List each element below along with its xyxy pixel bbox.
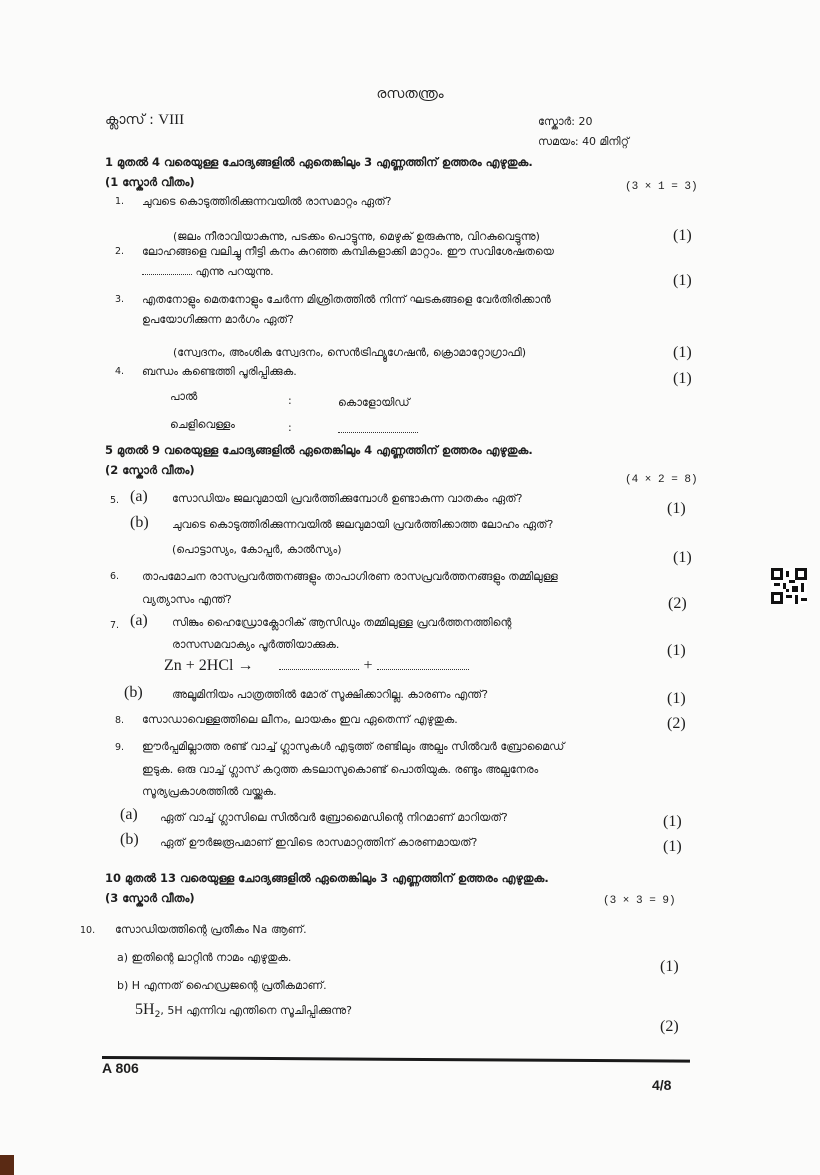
plus-sign: + — [363, 657, 373, 674]
question-3-text: എതനോളും മെതനോളും ചേർന്ന മിശ്രിതത്തിൽ നിന്ന് ഘടകങ്ങളെ വേർതിരിക്കാൻ — [142, 293, 551, 306]
question-4-text: ബന്ധം കണ്ടെത്തി പൂരിപ്പിക്കുക. — [142, 365, 297, 378]
question-number: 3. — [115, 294, 125, 305]
question-number: 8. — [115, 715, 125, 726]
question-2-text: ലോഹങ്ങളെ വലിച്ചു നീട്ടി കനം കുറഞ്ഞ കമ്പികളാക്കി മാറ്റാം. ഈ സവിശേഷതയെ — [142, 245, 554, 258]
question-9-text: ഈർപ്പമില്ലാത്ത രണ്ട് വാച്ച് ഗ്ലാസുകൾ എടുത്ത് രണ്ടിലും അല്പം സിൽവർ ബ്രോമൈഡ് — [142, 740, 565, 753]
question-7a-text: സിങ്കും ഹൈഡ്രോക്ലോറിക് ആസിഡും തമ്മിലുള്ള പ്രവർത്തനത്തിന്റെ — [172, 616, 512, 629]
sub-label: (b) — [120, 831, 139, 848]
question-1-text: ചുവടെ കൊടുത്തിരിക്കുന്നവയിൽ രാസമാറ്റം ഏത്? — [142, 195, 392, 208]
question-number: 6. — [110, 571, 120, 582]
section-per-score: (3 സ്കോർ വീതം) — [105, 891, 195, 905]
question-marks: (2) — [668, 595, 687, 612]
question-9b-text: ഏത് ഊർജരൂപമാണ് ഇവിടെ രാസമാറ്റത്തിന് കാരണമായത്? — [160, 836, 478, 849]
section-instruction-text: 5 മുതൽ 9 വരെയുള്ള ചോദ്യങ്ങളിൽ ഏതെങ്കിലും 4 എണ്ണത്തിന് ഉത്തരം എഴുതുക. — [105, 443, 533, 457]
question-number: 5. — [110, 495, 120, 506]
question-10a-text: a) ഇതിന്റെ ലാറ്റിൻ നാമം എഴുതുക. — [117, 951, 292, 964]
section-3-formula: (3 × 3 = 9) — [603, 895, 676, 907]
question-3-options: (സ്വേദനം, അംശിക സ്വേദനം, സെൻട്രിഫ്യൂഗേഷൻ, ക്രൊമാറ്റോഗ്രാഫി) — [173, 346, 527, 359]
question-10b-text: b) H എന്നത് ഹൈഡ്രജന്റെ പ്രതീകമാണ്. — [117, 979, 327, 992]
formula-subscript: 2 — [154, 1009, 161, 1021]
pair-right: കൊളോയിഡ് — [338, 396, 410, 409]
section-instruction-text: 1 മുതൽ 4 വരെയുള്ള ചോദ്യങ്ങളിൽ ഏതെങ്കിലും 3 എണ്ണത്തിന് ഉത്തരം എഴുതുക. — [105, 155, 533, 169]
question-number: 7. — [110, 620, 120, 631]
answer-blank[interactable] — [142, 264, 192, 275]
pair-left: ചെളിവെള്ളം — [170, 418, 235, 431]
pair-separator: : — [288, 394, 292, 407]
sub-label: (a) — [130, 488, 148, 505]
question-marks: (1) — [667, 690, 686, 707]
section-2-formula: (4 × 2 = 8) — [625, 474, 698, 486]
question-number: 4. — [115, 366, 125, 377]
section-per-score: (2 സ്കോർ വീതം) — [105, 463, 195, 477]
chemical-equation — [164, 657, 469, 675]
question-marks: (1) — [663, 838, 682, 855]
question-marks: (1) — [667, 642, 686, 659]
question-10-text: സോഡിയത്തിന്റെ പ്രതീകം Na ആണ്. — [115, 923, 307, 936]
question-1-options: (ജലം നീരാവിയാകുന്നു, പടക്കം പൊട്ടുന്നു, മെഴുക് ഉരുകുന്നു, വിറകുവെട്ടുന്നു) — [173, 230, 540, 243]
question-marks: (1) — [663, 813, 682, 830]
section-per-score: (1 സ്കോർ വീതം) — [105, 175, 195, 189]
question-number: 2. — [115, 246, 125, 257]
formula-rest: , 5H എന്നിവ എന്തിനെ സൂചിപ്പിക്കുന്നു? — [160, 1004, 352, 1017]
pair-left: പാൽ — [170, 390, 198, 403]
question-8-text: സോഡാവെള്ളത്തിലെ ലീനം, ലായകം ഇവ ഏതെന്ന് എഴുതുക. — [142, 713, 458, 726]
class-info — [105, 112, 184, 129]
section-1-instruction — [105, 152, 705, 192]
question-6-text-line2: വ്യത്യാസം എന്ത്? — [142, 593, 232, 606]
question-7b-text: അലൂമിനിയം പാത്രത്തിൽ മോര് സൂക്ഷിക്കാറില്ല. കാരണം എന്ത്? — [172, 688, 488, 701]
question-marks: (1) — [673, 272, 692, 289]
question-number: 10. — [80, 925, 96, 936]
time-allowed: സമയം: 40 മിനിറ്റ് — [538, 135, 629, 148]
question-2-continuation: എന്നു പറയുന്നു. — [195, 265, 274, 278]
formula-prefix: 5H — [135, 1001, 155, 1018]
class-value: VIII — [158, 112, 185, 128]
question-marks: (2) — [660, 1018, 679, 1035]
qr-code-icon — [771, 567, 807, 605]
question-marks: (1) — [673, 370, 692, 387]
paper-code: A 806 — [102, 1060, 139, 1076]
question-marks: (1) — [667, 500, 686, 517]
section-instruction-text: 10 മുതൽ 13 വരെയുള്ള ചോദ്യങ്ങളിൽ ഏതെങ്കിലും 3 എണ്ണത്തിന് ഉത്തരം എഴുതുക. — [105, 871, 549, 885]
question-9-text-line3: സൂര്യപ്രകാശത്തിൽ വയ്ക്കുക. — [142, 785, 277, 798]
question-marks: (1) — [673, 344, 692, 361]
class-label: ക്ലാസ് : — [105, 112, 154, 128]
question-9-text-line2: ഇടുക. ഒരു വാച്ച് ഗ്ലാസ് കറുത്ത കടലാസുകൊണ്ട് പൊതിയുക. രണ്ടും അല്പനേരം — [142, 763, 539, 776]
question-5b-options: (പൊട്ടാസ്യം, കോപ്പർ, കാൽസ്യം) — [172, 543, 342, 556]
section-2-instruction — [105, 440, 705, 480]
question-5a-text: സോഡിയം ജലവുമായി പ്രവർത്തിക്കുമ്പോൾ ഉണ്ടാകുന്ന വാതകം ഏത്? — [172, 492, 523, 505]
sub-label: (b) — [124, 684, 143, 701]
pair-separator: : — [288, 421, 292, 434]
question-marks: (1) — [673, 549, 692, 566]
subject-title: രസതന്ത്രം — [376, 86, 444, 102]
equation-lhs: Zn + 2HCl → — [164, 657, 254, 674]
answer-blank[interactable] — [377, 659, 469, 670]
answer-blank[interactable] — [338, 418, 418, 437]
question-5b-text: ചുവടെ കൊടുത്തിരിക്കുന്നവയിൽ ജലവുമായി പ്രവർത്തിക്കാത്ത ലോഹം ഏത്? — [172, 518, 554, 531]
answer-blank[interactable] — [279, 659, 359, 670]
sub-label: (b) — [130, 514, 149, 531]
footer-rule — [102, 1056, 690, 1063]
question-marks: (2) — [667, 715, 686, 732]
section-1-formula: (3 × 1 = 3) — [625, 181, 698, 193]
question-number: 9. — [115, 742, 125, 753]
question-2-text-line2 — [142, 262, 274, 282]
scan-edge — [0, 1155, 14, 1175]
question-10b-subtext — [135, 1000, 352, 1025]
question-9a-text: ഏത് വാച്ച് ഗ്ലാസിലെ സിൽവർ ബ്രോമൈഡിന്റെ നിറമാണ് മാറിയത്? — [160, 811, 508, 824]
page-number: 4/8 — [652, 1077, 672, 1093]
sub-label: (a) — [120, 806, 138, 823]
question-number: 1. — [115, 196, 125, 207]
question-marks: (1) — [660, 958, 679, 975]
question-6-text: താപമോചന രാസപ്രവർത്തനങ്ങളും താപാഗിരണ രാസപ്രവർത്തനങ്ങളും തമ്മിലുള്ള — [142, 570, 558, 583]
question-7a-text-line2: രാസസമവാക്യം പൂർത്തിയാക്കുക. — [172, 638, 340, 651]
question-marks: (1) — [673, 227, 692, 244]
question-3-text-line2: ഉപയോഗിക്കുന്ന മാർഗം ഏത്? — [142, 313, 294, 326]
total-score: സ്കോർ: 20 — [538, 115, 593, 128]
sub-label: (a) — [130, 612, 148, 629]
